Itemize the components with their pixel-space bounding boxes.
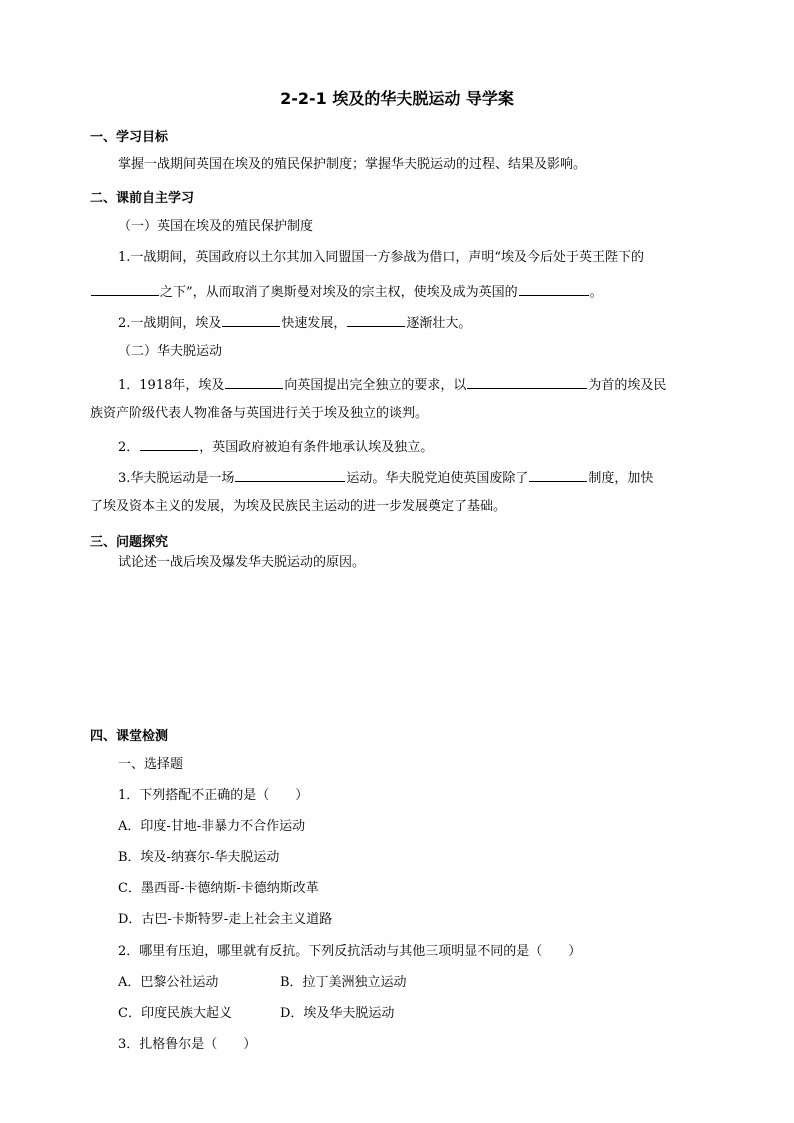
mc-question-1: 1．下列搭配不正确的是（ ） [118, 788, 309, 803]
mc-question-1-option-b[interactable]: B．埃及-纳赛尔-华夫脱运动 [118, 850, 280, 865]
fill-blank[interactable] [347, 313, 405, 327]
question-2: 2.一战期间，埃及 快速发展， 逐渐壮大。 [118, 313, 471, 332]
question-5-line-2: 了埃及资本主义的发展，为埃及民族民主运动的进一步发展奠定了基础。 [90, 499, 507, 514]
question-4: 2． ，英国政府被迫有条件地承认埃及独立。 [118, 437, 433, 456]
mc-question-1-option-d[interactable]: D．古巴-卡斯特罗-走上社会主义道路 [118, 912, 333, 927]
question-3-line-2: 族资产阶级代表人物准备与英国进行关于埃及独立的谈判。 [90, 406, 429, 421]
fill-blank[interactable] [140, 437, 198, 451]
mc-question-2-option-c[interactable]: C．印度民族大起义 [118, 1006, 232, 1021]
objectives-text: 掌握一战期间英国在埃及的殖民保护制度；掌握华夫脱运动的过程、结果及影响。 [118, 157, 587, 172]
fill-blank[interactable] [529, 468, 587, 482]
fill-blank[interactable] [235, 468, 345, 482]
question-3-line-1: 1．1918年，埃及 向英国提出完全独立的要求，以 为首的埃及民 [118, 375, 666, 394]
mc-question-2: 2．哪里有压迫，哪里就有反抗。下列反抗活动与其他三项明显不同的是（ ） [118, 944, 582, 959]
fill-blank[interactable] [467, 375, 587, 389]
inquiry-text: 试论述一战后埃及爆发华夫脱运动的原因。 [118, 555, 366, 570]
fill-blank[interactable] [519, 282, 589, 296]
fill-blank[interactable] [91, 282, 159, 296]
mc-question-3: 3．扎格鲁尔是（ ） [118, 1037, 257, 1052]
question-1-line-1: 1.一战期间，英国政府以土尔其加入同盟国一方参战为借口，声明“埃及今后处于英王陛下的 [118, 250, 645, 265]
section-heading-classroom-test: 四、课堂检测 [90, 729, 169, 744]
section-heading-inquiry: 三、问题探究 [90, 535, 169, 550]
fill-blank[interactable] [225, 375, 283, 389]
question-5-line-1: 3.华夫脱运动是一场 运动。华夫脱党迫使英国废除了 制度，加快 [118, 468, 653, 487]
subheading-protectorate: （一）英国在埃及的殖民保护制度 [118, 219, 314, 234]
mc-question-1-option-a[interactable]: A．印度-甘地-非暴力不合作运动 [118, 819, 306, 834]
subheading-multiple-choice: 一、选择题 [118, 757, 184, 772]
mc-question-2-option-a[interactable]: A．巴黎公社运动 [118, 975, 219, 990]
section-heading-objectives: 一、学习目标 [90, 130, 169, 145]
section-heading-self-study: 二、课前自主学习 [90, 191, 195, 206]
question-1-line-2: 之下”，从而取消了奥斯曼对埃及的宗主权，使埃及成为英国的 。 [90, 282, 603, 301]
mc-question-1-option-c[interactable]: C．墨西哥-卡德纳斯-卡德纳斯改革 [118, 881, 319, 896]
fill-blank[interactable] [222, 313, 280, 327]
subheading-wafd: （二）华夫脱运动 [118, 344, 223, 359]
mc-question-2-option-d[interactable]: D．埃及华夫脱运动 [280, 1006, 395, 1021]
page-title: 2-2-1 埃及的华夫脱运动 导学案 [280, 89, 514, 108]
mc-question-2-option-b[interactable]: B．拉丁美洲独立运动 [280, 975, 407, 990]
